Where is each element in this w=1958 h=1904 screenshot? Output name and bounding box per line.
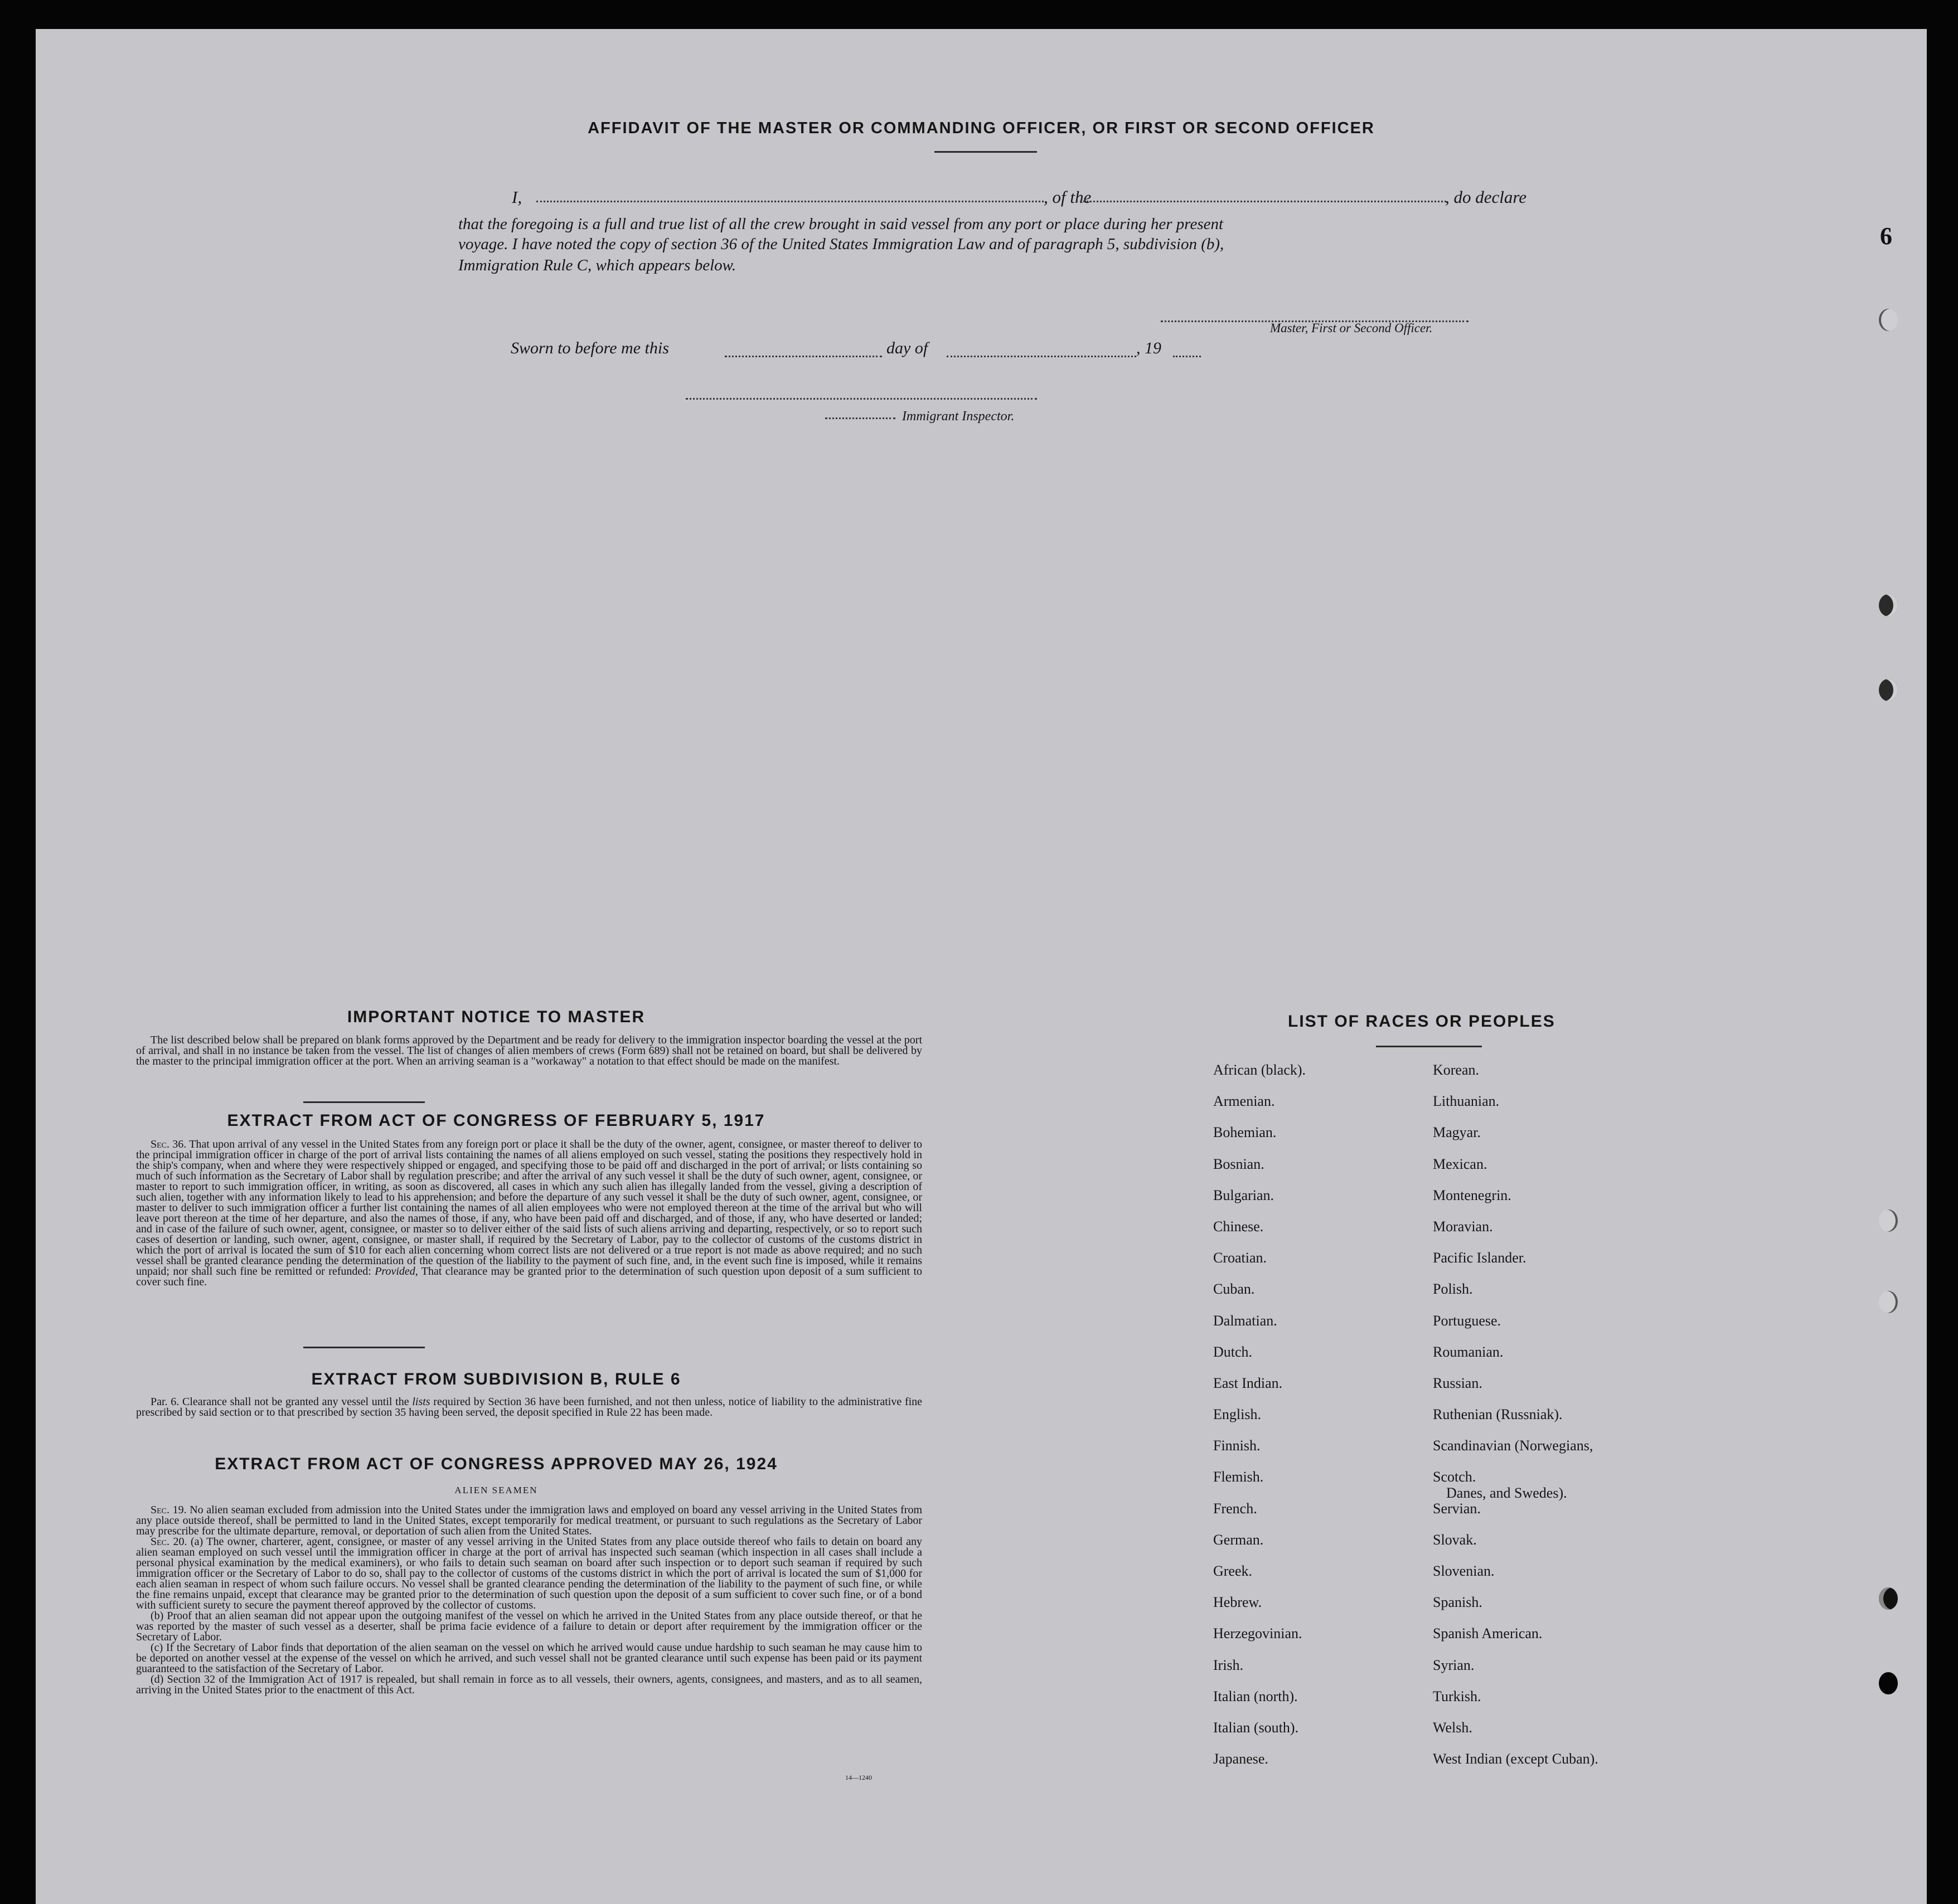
affidavit-i-label: I,: [512, 187, 522, 207]
rule-6-title: EXTRACT FROM SUBDIVISION B, RULE 6: [311, 1370, 681, 1388]
binder-hole: [1879, 1291, 1898, 1313]
race-item-left: Bosnian.: [1213, 1155, 1264, 1172]
race-item-left: Irish.: [1213, 1657, 1244, 1673]
race-item-left: Greek.: [1213, 1563, 1253, 1579]
binder-hole: [1879, 1210, 1898, 1232]
race-item-left: Croatian.: [1213, 1250, 1267, 1266]
race-item-left: Armenian.: [1213, 1093, 1275, 1110]
sworn-before-label: Sworn to before me this: [511, 339, 669, 357]
race-item-right: Syrian.: [1433, 1657, 1475, 1673]
races-divider: [1376, 1046, 1482, 1047]
race-item-right: Spanish American.: [1433, 1625, 1543, 1642]
race-item-right: Pacific Islander.: [1433, 1250, 1526, 1266]
binder-hole: [1879, 309, 1898, 331]
title-divider: [934, 151, 1037, 153]
extract-1917-text: Sec. 36. That upon arrival of any vessel in the United States from any foreign port or place it shall be the duty of the owner, agent, consignee, or master thereof to deliver to the principal immigration officer in charge of the port of arrival lists containing the names of all aliens employed on such vessel, stating the positions they respectively hold in the ship's company, when and where they were respectively shipped or engaged, and specifying those to be paid off and discharged in the port of arrival; or lists containing so much of such information as the Secretary of Labor shall by regulation prescribe; and after the arrival of any such vessel it shall be the duty of such owner, agent, consignee, or master to report to such immigration officer, in writing, as soon as discovered, all cases in which any such alien has illegally landed from the vessel, giving a description of such alien, together with any information likely to lead to his apprehension; and before the departure of any such vessel it shall be the duty of such owner, agent, consignee, or master to deliver to such immigration officer a further list containing the names of all alien employees who were not employed thereon at the time of the arrival but who will leave port thereon at the time of her departure, and also the names of those, if any, who have been paid off and discharged, and of those, if any, who have deserted or landed; and in case of the failure of such owner, agent, consignee, or master so to deliver either of the said lists of such aliens arriving and departing, respectively, or so to report such cases of desertion or landing, such owner, agent, consignee, or master shall, if required by the Secretary of Labor, pay to the collector of customs of the customs district in which the port of arrival is located the sum of $10 for each alien concerning whom correct lists are not delivered or a true report is not made as above required; and no such vessel shall be granted clearance pending the determination of the question of the liability to the payment of such fine, and, in the event such fine is imposed, while it remains unpaid; nor shall such fine be remitted or refunded: Provided, That clearance may be granted prior to the determination of such question upon deposit of a sum sufficient to cover such fine.: [136, 1138, 922, 1288]
sworn-day-line[interactable]: [725, 356, 882, 357]
notice-divider: [303, 1101, 425, 1103]
extract-1917-title: EXTRACT FROM ACT OF CONGRESS OF FEBRUARY 5, 1917: [227, 1111, 765, 1130]
affidavit-title: AFFIDAVIT OF THE MASTER OR COMMANDING OFFICER, OR FIRST OR SECOND OFFICER: [588, 119, 1375, 137]
race-item-right: Welsh.: [1433, 1719, 1472, 1736]
race-item-right: Portuguese.: [1433, 1312, 1501, 1329]
race-item-left: English.: [1213, 1406, 1261, 1423]
race-item-right: Magyar.: [1433, 1124, 1481, 1141]
affidavit-statement-line-1: that the foregoing is a full and true list of all the crew brought in said vessel from any port or place during her present: [458, 215, 1224, 233]
vessel-name-line[interactable]: [1076, 201, 1446, 202]
race-item-left: African (black).: [1213, 1062, 1306, 1078]
races-list: [1213, 1063, 1648, 1783]
race-item-right: West Indian (except Cuban).: [1433, 1751, 1598, 1767]
race-item-right: Scotch.: [1433, 1469, 1476, 1485]
notice-text: The list described below shall be prepared on blank forms approved by the Department and be ready for delivery to the immigration inspector boarding the vessel at the port of arrival, and shall in no instance be taken from the vessel. The list of changes of alien members of crews (Form 689) shall not be retained on board, but shall be delivered by the master to the principal immigration officer at the port. When an arriving seaman is a "workaway" a notation to that effect should be made on the manifest.: [136, 1034, 922, 1067]
page-number: 6: [1880, 222, 1892, 250]
race-item-left: Dalmatian.: [1213, 1312, 1277, 1329]
race-item-right: Mexican.: [1433, 1155, 1487, 1172]
extract-1924-text: Sec. 19. No alien seaman excluded from admission into the United States under the immigration laws and employed on board any vessel arriving in the United States from any place outside thereof, shall be permitted to land in the United States, except temporarily for medical treatment, or pursuant to such regulations as the Secretary of Labor may prescribe for the ultimate departure, removal, or deportation of such alien from the United States. Sec. 20. (a) The owner, charterer, agent, consignee, or master of any vessel arriving in the United States from any place outside thereof who fails to detain on board any alien seaman employed on such vessel until the immigration officer in charge at the port of arrival has inspected such seaman (which inspection in all cases shall include a personal physical examination by the medical examiners), or who fails to detain such seaman on board after such inspection or to deport such seaman if required by such immigration officer or the Secretary of Labor to do so, shall pay to the collector of customs of the customs district in which the port of arrival is located the sum of $1,000 for each alien seaman in respect of whom such failure occurs. No vessel shall be granted clearance pending the determination of the liability to the payment of such fine, or while the fine remains unpaid, except that clearance may be granted prior to the determination of such question upon the deposit of a sum sufficient to cover such fine, or of a bond with sufficient surety to secure the payment thereof approved by the collector of customs. (b) Proof that an alien seaman did not appear upon the outgoing manifest of the vessel on which he arrived in the United States from any place outside thereof, or that he was reported by the master of such vessel as a deserter, shall be prima facie evidence of a failure to detain or deport after requirement by the immigration officer or the Secretary of Labor. (c) If the Secretary of Labor finds that deportation of the alien seaman on the vessel on which he arrived would cause undue hardship to such seaman he may cause him to be deported on another vessel at the expense of the vessel on which he arrived, and such vessel shall not be granted clearance until such expense has been paid or its payment guaranteed to the satisfaction of the Secretary of Labor. (d) Section 32 of the Immigration Act of 1917 is repealed, but shall remain in force as to all vessels, their owners, agents, consignees, and masters, and as to all seamen, arriving in the United States prior to the enactment of this Act.: [136, 1504, 923, 1696]
race-item-left: French.: [1213, 1500, 1257, 1517]
affidavit-of-the-label: , of the: [1044, 187, 1092, 207]
rule-6-text: Par. 6. Clearance shall not be granted any vessel until the lists required by Section 36 have been furnished, and not then unless, notice of liability to the administrative fine prescribed by said section or to that prescribed by section 35 having been served, the deposit specified in Rule 22 has been made.: [136, 1396, 923, 1419]
inspector-caption: Immigrant Inspector.: [902, 409, 1015, 424]
race-item-right: Slovak.: [1433, 1531, 1477, 1548]
race-item-right: Spanish.: [1433, 1594, 1482, 1611]
inspector-signature-line[interactable]: [686, 398, 1037, 400]
race-item-right: Korean.: [1433, 1062, 1480, 1078]
declarant-name-line[interactable]: [536, 201, 1044, 202]
binder-hole: [1879, 679, 1898, 701]
race-item-right: Turkish.: [1433, 1688, 1481, 1704]
race-item-left: Finnish.: [1213, 1437, 1261, 1454]
inspector-caption-leader: [825, 417, 895, 419]
race-item-left: East Indian.: [1213, 1374, 1283, 1391]
binder-hole: [1879, 594, 1898, 616]
day-of-label: day of: [886, 339, 928, 357]
race-item-left: Cuban.: [1213, 1281, 1255, 1298]
race-item-left: Bulgarian.: [1213, 1187, 1274, 1203]
alien-seamen-subtitle: ALIEN SEAMEN: [454, 1485, 538, 1495]
race-item-left: Chinese.: [1213, 1218, 1264, 1235]
race-item-left: Italian (north).: [1213, 1688, 1298, 1704]
race-item-right: Montenegrin.: [1433, 1187, 1511, 1203]
race-item-right: Roumanian.: [1433, 1343, 1504, 1360]
race-item-right: Ruthenian (Russniak).: [1433, 1406, 1563, 1423]
race-item-left: Flemish.: [1213, 1469, 1264, 1485]
master-signature-caption: Master, First or Second Officer.: [1270, 321, 1433, 335]
race-item-left: Bohemian.: [1213, 1124, 1277, 1141]
race-item-right: Lithuanian.: [1433, 1093, 1500, 1110]
document-page: [36, 29, 1927, 1904]
race-item-left: German.: [1213, 1531, 1264, 1548]
race-item-left: Hebrew.: [1213, 1594, 1262, 1611]
year-prefix-label: , 19: [1136, 339, 1161, 357]
binder-hole: [1879, 1672, 1898, 1694]
race-item-right: Slovenian.: [1433, 1563, 1495, 1579]
race-item-right: Moravian.: [1433, 1218, 1493, 1235]
sworn-month-line[interactable]: [947, 356, 1136, 357]
race-item-right: Russian.: [1433, 1374, 1482, 1391]
races-title: LIST OF RACES OR PEOPLES: [1288, 1012, 1555, 1031]
affidavit-statement-line-2: voyage. I have noted the copy of section 36 of the United States Immigration Law and of paragraph 5, subdivision (b),: [458, 235, 1224, 253]
race-item-right: Servian.: [1433, 1500, 1481, 1517]
race-item-right: Scandinavian (Norwegians,: [1433, 1437, 1593, 1454]
race-item-continuation: Danes, and Swedes).: [1446, 1485, 1567, 1501]
affidavit-declare-label: , do declare: [1445, 187, 1527, 207]
race-item-left: Japanese.: [1213, 1751, 1268, 1767]
sworn-year-line[interactable]: [1173, 356, 1201, 357]
binder-hole: [1879, 1587, 1898, 1610]
affidavit-statement-line-3: Immigration Rule C, which appears below.: [458, 256, 736, 274]
race-item-left: Dutch.: [1213, 1343, 1253, 1360]
race-item-left: Herzegovinian.: [1213, 1625, 1302, 1642]
form-number: 14—1240: [845, 1774, 872, 1781]
extract-1917-divider: [303, 1347, 425, 1348]
race-item-left: Italian (south).: [1213, 1719, 1299, 1736]
race-item-right: Polish.: [1433, 1281, 1473, 1298]
sec-36-label: Sec. 36.: [151, 1138, 187, 1150]
notice-title: IMPORTANT NOTICE TO MASTER: [347, 1008, 646, 1026]
extract-1924-title: EXTRACT FROM ACT OF CONGRESS APPROVED MAY 26, 1924: [215, 1455, 778, 1473]
